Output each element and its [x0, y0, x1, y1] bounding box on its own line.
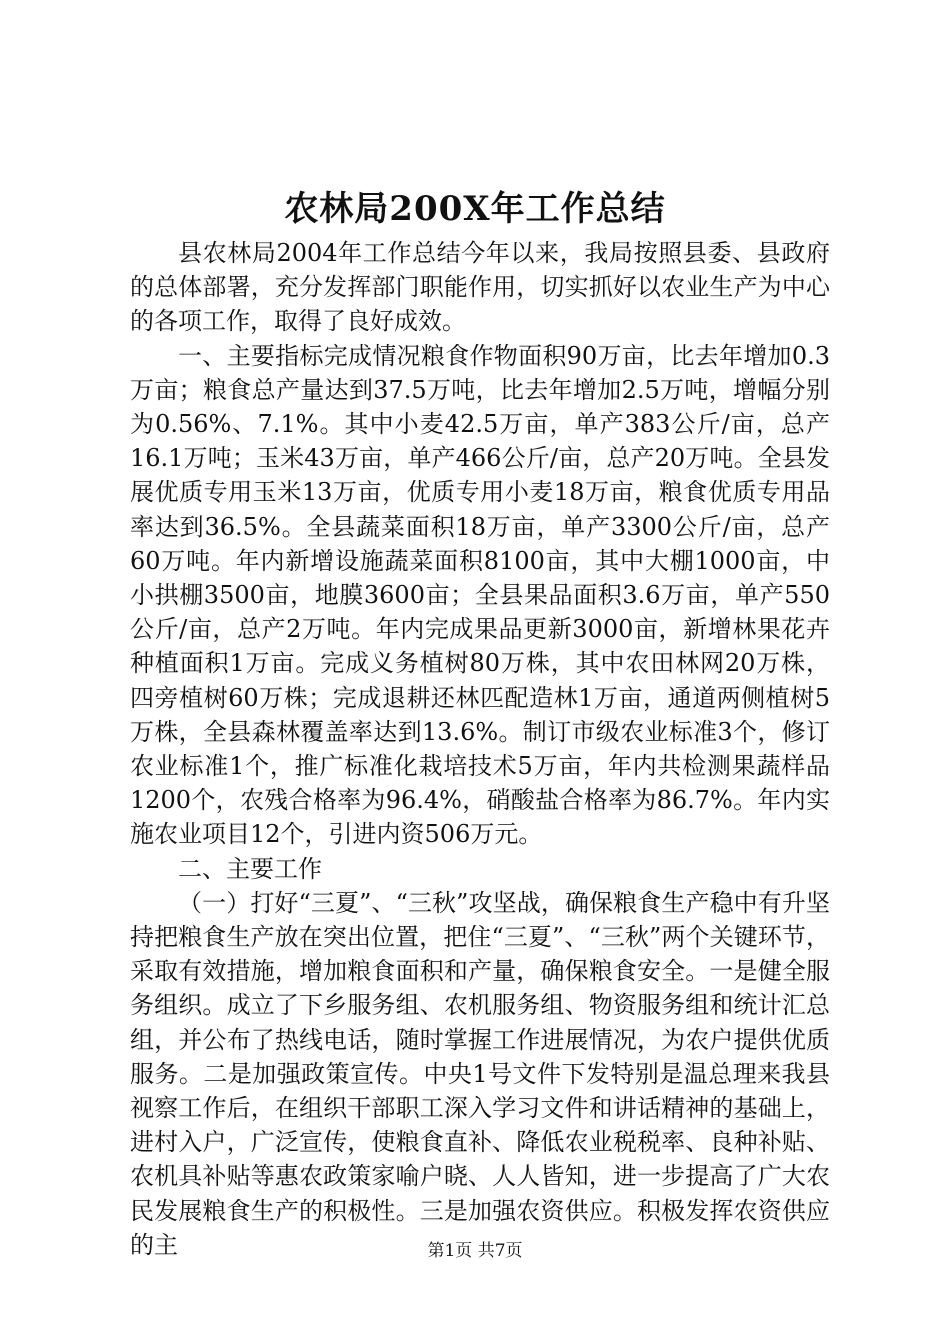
- paragraph-summer-autumn: （一）打好“三夏”、“三秋”攻坚战，确保粮食生产稳中有升坚持把粮食生产放在突出位置，把住“三夏”、“三秋”两个关键环节，采取有效措施，增加粮食面积和产量，确保粮食安全。一是健全服务组织。成立了下乡服务组、农机服务组、物资服务组和统计汇总组，并公布了热线电话，随时掌握工作进展情况，为农户提供优质服务。二是加强政策宣传。中央1号文件下发特别是温总理来我县视察工作后，在组织干部职工深入学习文件和讲话精神的基础上，进村入户，广泛宣传，使粮食直补、降低农业税税率、良种补贴、农机具补贴等惠农政策家喻户晓、人人皆知，进一步提高了广大农民发展粮食生产的积极性。三是加强农资供应。积极发挥农资供应的主: [130, 888, 830, 1259]
- paragraph-intro: 县农林局2004年工作总结今年以来，我局按照县委、县政府的总体部署，充分发挥部门职能作用，切实抓好以农业生产为中心的各项工作，取得了良好成效。: [130, 239, 830, 336]
- paragraph-main-indicators: 一、主要指标完成情况粮食作物面积90万亩，比去年增加0.3万亩；粮食总产量达到37.5万吨，比去年增加2.5万吨，增幅分别为0.56%、7.1%。其中小麦42.5万亩，单产383公斤/亩，总产16.1万吨；玉米43万亩，单产466公斤/亩，总产20万吨。全县发展优质专用玉米13万亩，优质专用小麦18万亩，粮食优质专用品率达到36.5%。全县蔬菜面积18万亩，单产3300公斤/亩，总产60万吨。年内新增设施蔬菜面积8100亩，其中大棚1000亩，中小拱棚3500亩，地膜3600亩；全县果品面积3.6万亩，单产550公斤/亩，总产2万吨。年内完成果品更新3000亩，新增林果花卉种植面积1万亩。完成义务植树80万株，其中农田林网20万株，四旁植树60万株；完成退耕还林匹配造林1万亩，通道两侧植树5万株，全县森林覆盖率达到13.6%。制订市级农业标准3个，修订农业标准1个，推广标准化栽培技术5万亩，年内共检测果蔬样品1200个，农残合格率为96.4%，硝酸盐合格率为86.7%。年内实施农业项目12个，引进内资506万元。: [130, 341, 830, 849]
- section-heading-main-work: 二、主要工作: [178, 854, 322, 883]
- document-body: [130, 236, 830, 1262]
- document-title: 农林局200X年工作总结: [284, 189, 666, 229]
- page-footer: 第1页 共7页: [427, 1241, 523, 1261]
